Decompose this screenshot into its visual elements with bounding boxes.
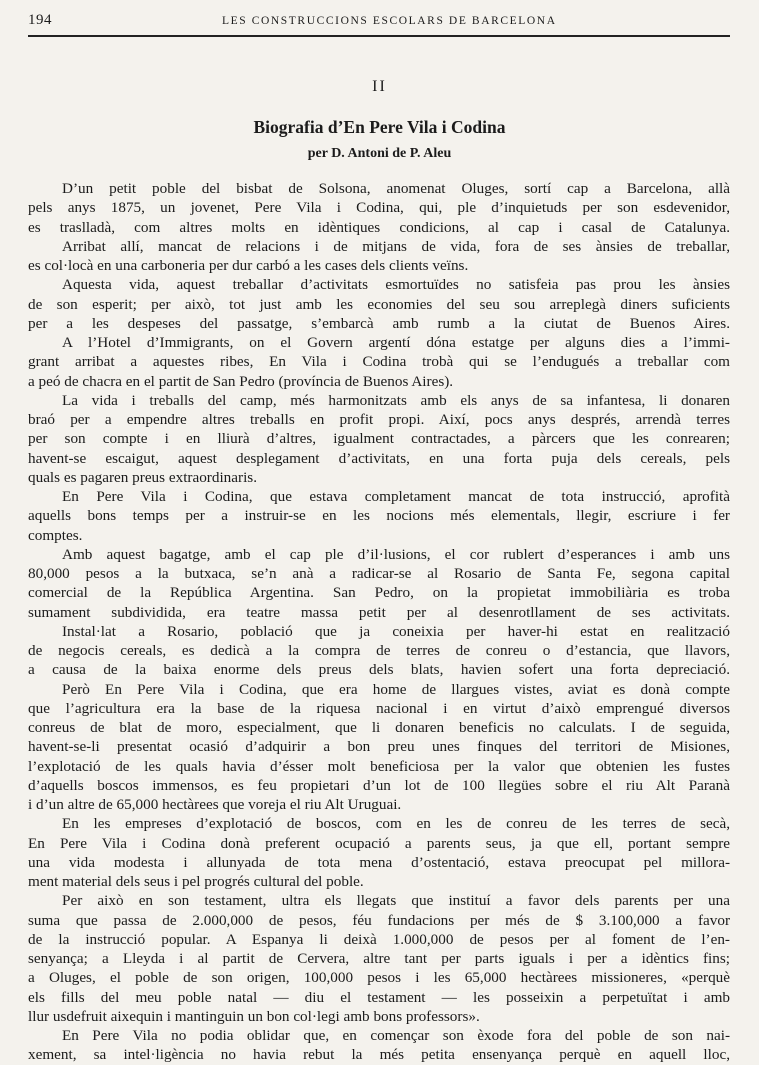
text-line: 80,000 pesos a la butxaca, se’n anà a radicar-se al Rosario de Santa Fe, segona capital: [28, 565, 730, 582]
text-line: grant arribat a aquestes ribes, En Vila i Codina trobà qui se l’endugués a treballar com: [28, 353, 730, 371]
text-line: sumament subdividida, era teatre massa petit per al desenrotllament de ses activitats.: [28, 603, 730, 621]
text-line: i d’un altre de 65,000 hectàrees que voreja el riu Alt Uruguai.: [28, 796, 402, 813]
text-line: Però En Pere Vila i Codina, que era home de llargues vistes, aviat es donà compte: [62, 680, 730, 698]
text-line: En Pere Vila i Codina donà preferent ocupació a parents seus, ja que ell, portant sempre: [28, 834, 730, 852]
text-line: d’aquells boscos immensos, es feu propietari d’un lot de 100 llegües sobre el riu Alt Paranà: [28, 776, 730, 794]
text-line: de son esperit; per això, tot just amb les economies del seu sou arreplegà diners suficients: [28, 295, 730, 313]
text-line: A l’Hotel d’Immigrants, on el Govern argentí dóna estatge per alguns dies a l’immi-: [62, 334, 730, 351]
text-line: senyança; a Lleyda i al partit de Cervera, altre tant per parts iguals i per a idèntics fins;: [28, 950, 730, 967]
text-line: conreus de blat de moro, especialment, que li donaren beneficis no calculats. I de seguida,: [28, 719, 730, 736]
text-line: La vida i treballs del camp, més harmonitzats amb els anys de sa infantesa, li donaren: [62, 391, 730, 409]
text-line: es traslladà, com altres molts en idèntiques condicions, al cap i casal de Catalunya.: [28, 218, 730, 236]
text-line: a causa de la baixa enorme dels preus dels blats, havien sofert una forta depreciació.: [28, 661, 730, 679]
header-rule: [28, 35, 730, 37]
text-line: es col·locà en una carboneria per dur carbó a les cases dels clients veïns.: [28, 257, 469, 274]
body-text: [28, 179, 730, 1065]
text-line: ment material dels seus i pel progrés cultural del poble.: [28, 873, 364, 890]
text-line: comercial de la República Argentina. San Pedro, on la propietat immobiliària es troba: [28, 584, 730, 602]
text-line: pels anys 1875, un jovenet, Pere Vila i Codina, qui, ple d’inquietuds per son esdevenidor,: [28, 199, 730, 217]
text-line: En Pere Vila i Codina, que estava completament mancat de tota instrucció, aprofità: [62, 488, 730, 505]
text-line: En Pere Vila no podia oblidar que, en començar son èxode fora del poble de son nai-: [62, 1027, 730, 1044]
running-title: LES CONSTRUCCIONS ESCOLARS DE BARCELONA: [222, 15, 557, 27]
text-line: per a les despeses del passatge, s’embarcà amb rumb a la ciutat de Buenos Aires.: [28, 314, 730, 332]
text-line: llur usdefruit aixequin i mantinguin un bon col·legi amb bons professors».: [28, 1007, 480, 1025]
text-line: l’explotació de les quals havia d’ésser molt beneficiosa per la valor que obtenien les fustes: [28, 757, 730, 775]
text-line: els fills del meu poble natal — diu el testament — les posseixin a perpetuïtat i amb: [28, 988, 730, 1006]
page-header: [28, 10, 730, 32]
text-line: aquells bons temps per a instruir-se en les nocions més elementals, llegir, escriure i fer: [28, 507, 730, 525]
text-line: per son compte i en lliurà d’altres, igualment contractades, a pàrcers que les conrearen;: [28, 430, 730, 448]
text-line: havent-se-li presentat ocasió d’adquirir a bon preu unes finques del territori de Misiones,: [28, 738, 730, 756]
text-line: Aquesta vida, aquest treballar d’activitats esmortuïdes no satisfeia pas prou les ànsies: [62, 276, 730, 294]
text-line: suma que passa de 2.000,000 de pesos, féu fundacions per més de $ 3.100,000 a favor: [28, 911, 730, 929]
page-number: 194: [28, 12, 52, 28]
byline: per D. Antoni de P. Aleu: [307, 146, 452, 161]
text-line: Instal·lat a Rosario, població que ja coneixia per haver-hi estat en realització: [62, 622, 730, 640]
text-line: a peó de chacra en el partit de San Pedro (província de Buenos Aires).: [28, 372, 454, 390]
text-line: de negocis cereals, es dedicà a la compra de terres de conreu o d’estancia, que llavors,: [28, 642, 730, 659]
text-line: quals es pagaren preus extraordinaris.: [28, 468, 257, 486]
text-line: que l’agricultura era la base de la riquesa nacional i en virtut d’això emprengué diversos: [28, 699, 730, 717]
section-number: II: [372, 78, 387, 95]
article-title: Biografia d’En Pere Vila i Codina: [253, 117, 506, 137]
text-line: Amb aquest bagatge, amb el cap ple d’il·lusions, el cor rublert d’esperances i amb uns: [62, 545, 730, 563]
text-line: xement, sa intel·ligència no havia rebut la més petita ensenyança perquè en aquell lloc,: [28, 1046, 730, 1064]
text-line: comptes.: [28, 526, 83, 544]
text-line: D’un petit poble del bisbat de Solsona, anomenat Oluges, sortí cap a Barcelona, allà: [62, 180, 730, 197]
text-line: braó per a empendre altres treballs en profit propi. Així, pocs anys després, arrendà terres: [28, 411, 730, 428]
text-line: Per això en son testament, ultra els llegats que instituí a favor dels parents per una: [62, 892, 730, 910]
text-line: havent-se escaigut, aquest desplegament d’activitats, en una forta puja dels cereals, pels: [28, 449, 730, 467]
text-line: En les empreses d’explotació de boscos, com en les de conreu de les terres de secà,: [62, 815, 730, 833]
text-line: Arribat allí, mancat de relacions i de mitjans de vida, fora de ses ànsies de treballar,: [62, 237, 730, 255]
text-line: de la instrucció popular. A Espanya li deixà 1.000,000 de pesos per al foment de l’en-: [28, 930, 730, 948]
text-line: a Oluges, el poble de son origen, 100,000 pesos i les 65,000 hectàrees missioneres, «perquè: [28, 969, 730, 987]
text-line: una vida modesta i allunyada de tota mena d’ostentació, estava preocupat pel millora-: [28, 853, 730, 871]
